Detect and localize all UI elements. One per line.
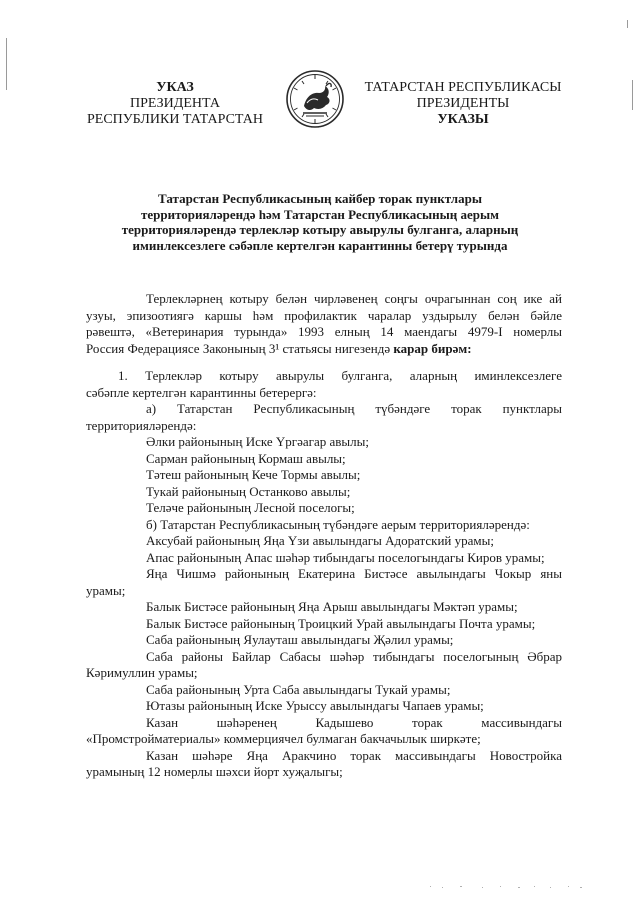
list-item: б) Татарстан Республикасының түбәндәге аерым территорияләрендә: xyxy=(146,516,530,532)
list-item: урамының 12 номерлы шәхси йорт хуҗалыгы; xyxy=(86,764,343,779)
header-right-line: ТАТАРСТАН РЕСПУБЛИКАСЫ xyxy=(364,80,562,95)
list-item: Балык Бистәсе районының Троицкий Урай авылындагы Почта урамы; xyxy=(146,615,536,631)
header-right-line: ПРЕЗИДЕНТЫ xyxy=(416,96,510,111)
title-line: Татарстан Республикасының кайбер торак пунктлары xyxy=(158,191,482,206)
body-line xyxy=(86,341,562,358)
header-right-line: УКАЗЫ xyxy=(437,112,489,127)
title-line: территорияләрендә терлекләр котыру авырулы булганга, аларның xyxy=(121,222,519,237)
scan-noise-bottom xyxy=(430,884,590,890)
list-item: Саба районының Яулауташ авылындагы Җәлил урамы; xyxy=(146,632,454,647)
resolution-phrase: карар бирәм: xyxy=(393,340,472,356)
list-item: Тукай районының Останково авылы; xyxy=(146,483,351,499)
list-item: Апас районының Апас шәһәр тибындагы поселогындагы Киров урамы; xyxy=(146,549,545,565)
list-item: урамы; xyxy=(86,582,126,598)
list-item: Балык Бистәсе районының Яңа Арыш авылындагы Мәктәп урамы; xyxy=(146,599,518,614)
coat-of-arms-icon xyxy=(285,69,345,129)
list-item: территорияләрендә: xyxy=(86,417,197,433)
list-item: Казан шәһәре Яңа Аракчино торак массивындагы Новостройка xyxy=(146,747,562,763)
header-left-line: УКАЗ xyxy=(156,80,194,95)
decree-title xyxy=(96,191,544,253)
header-right xyxy=(356,80,570,128)
body-line: Терлекләрнең котыру белән чирләвенең соңгы очрагыннан соң ике ай xyxy=(146,291,562,306)
title-line: иминлексезлеге сәбәпле кертелгән карантинны бетерү турында xyxy=(132,237,508,253)
header-left-line: ПРЕЗИДЕНТА xyxy=(130,96,220,111)
list-item: Яңа Чишмә районының Екатерина Бистәсе авылындагы Чокыр яны xyxy=(146,566,562,581)
list-item: Тәтеш районының Кече Тормы авылы; xyxy=(146,467,361,482)
decree-body xyxy=(86,291,562,781)
body-line: рәвештә, «Ветеринария турында» 1993 елның 14 маендагы 4979-I номерлы xyxy=(86,324,562,339)
header-left xyxy=(82,80,268,128)
body-text: Россия Федерациясе Законының 3¹ статьясы нигезендә xyxy=(86,340,394,356)
title-line: территорияләрендә һәм Татарстан Республикасының аерым xyxy=(140,206,499,222)
list-item: Саба районы Байлар Сабасы шәһәр тибындагы поселогының Әбрар xyxy=(146,648,562,664)
header-left-line: РЕСПУБЛИКИ ТАТАРСТАН xyxy=(86,112,263,127)
list-item: Кәримуллин урамы; xyxy=(86,665,198,680)
body-line: узуы, эпизоотиягә каршы һәм профилактик чаралар уздырылу белән бәйле xyxy=(86,307,562,323)
scan-edge-mark xyxy=(632,80,633,110)
list-item: Ютазы районының Иске Урыссу авылындагы Чапаев урамы; xyxy=(146,698,484,713)
list-item: сәбәпле кертелгән карантинны бетерергә: xyxy=(86,384,317,400)
list-item: Казан шәһәренең Кадышево торак массивындагы xyxy=(146,714,562,730)
list-item: Әлки районының Иске Үргәагар авылы; xyxy=(146,434,369,449)
scan-edge-mark xyxy=(6,38,7,90)
list-item: Теләче районының Лесной поселогы; xyxy=(146,500,355,515)
list-item: 1. Терлекләр котыру авырулы булганга, аларның иминлексезлеге xyxy=(118,368,562,383)
list-item: Саба районының Урта Саба авылындагы Тукай урамы; xyxy=(146,681,451,697)
list-item: «Промстройматериалы» коммерциячел булмаган бакчачылык ширкәте; xyxy=(86,731,481,746)
scan-edge-mark xyxy=(627,20,628,28)
list-item: Аксубай районының Яңа Үзи авылындагы Адоратский урамы; xyxy=(146,533,494,548)
list-item: а) Татарстан Республикасының түбәндәге торак пунктлары xyxy=(146,401,562,416)
list-item: Сарман районының Кормаш авылы; xyxy=(146,450,346,466)
